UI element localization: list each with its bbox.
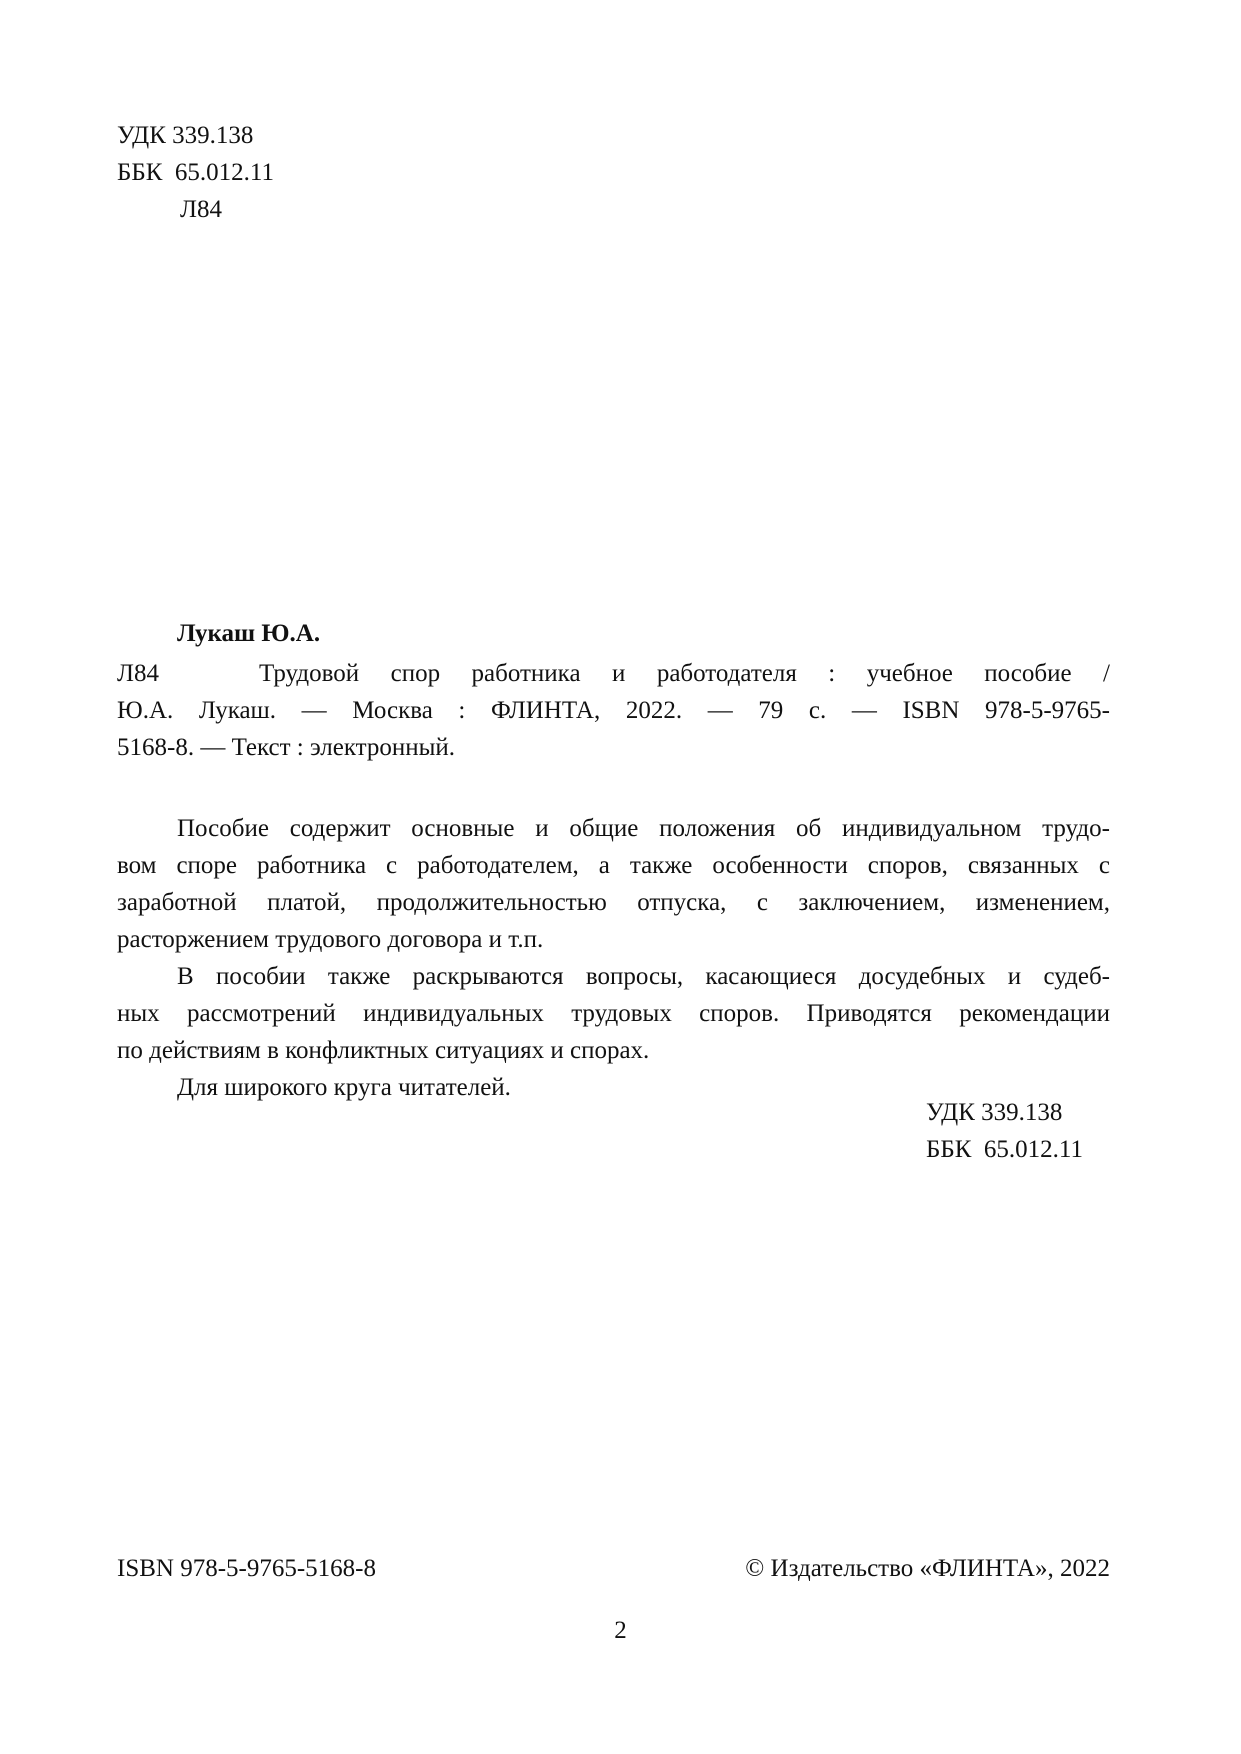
classification-block-bottom	[926, 1094, 1083, 1168]
text-line: Пособие содержит основные и общие положения об индивидуальном трудо-	[177, 815, 1110, 842]
author-heading: Лукаш Ю.А.	[177, 620, 321, 647]
text-line: ных рассмотрений индивидуальных трудовых споров. Приводятся рекомендации	[117, 1000, 1110, 1027]
author-code: Л84	[180, 196, 222, 223]
page-number: 2	[614, 1617, 627, 1644]
text-line: вом споре работника с работодателем, а также особенности споров, связанных с	[117, 852, 1110, 879]
udk-code: УДК 339.138	[117, 122, 254, 149]
text-line: по действиям в конфликтных ситуациях и спорах.	[117, 1037, 650, 1064]
abstract-paragraph	[117, 810, 1110, 958]
classification-block-top	[117, 117, 274, 228]
bibliographic-line: Ю.А. Лукаш. — Москва : ФЛИНТА, 2022. — 79 с. — ISBN 978-5-9765-	[117, 697, 1110, 724]
udk-code: УДК 339.138	[926, 1099, 1063, 1126]
bibliographic-line-text: Трудовой спор работника и работодателя : учебное пособие /	[259, 660, 1110, 687]
abstract	[117, 810, 1110, 1106]
bbk-code: ББК 65.012.11	[117, 159, 274, 186]
text-line: В пособии также раскрываются вопросы, касающиеся досудебных и судеб-	[177, 963, 1110, 990]
bibliographic-record	[117, 655, 1110, 766]
author-code: Л84	[117, 660, 159, 687]
text-line: расторжением трудового договора и т.п.	[117, 926, 544, 953]
bbk-code: ББК 65.012.11	[926, 1136, 1083, 1163]
bibliographic-line	[117, 655, 1110, 692]
bibliographic-line: 5168-8. — Текст : электронный.	[117, 734, 456, 761]
copyright-notice: © Издательство «ФЛИНТА», 2022	[745, 1555, 1110, 1582]
text-line: Для широкого круга читателей.	[177, 1074, 511, 1101]
text-line: заработной платой, продолжительностью отпуска, с заключением, изменением,	[117, 889, 1110, 916]
isbn: ISBN 978-5-9765-5168-8	[117, 1555, 377, 1582]
abstract-paragraph	[117, 958, 1110, 1069]
